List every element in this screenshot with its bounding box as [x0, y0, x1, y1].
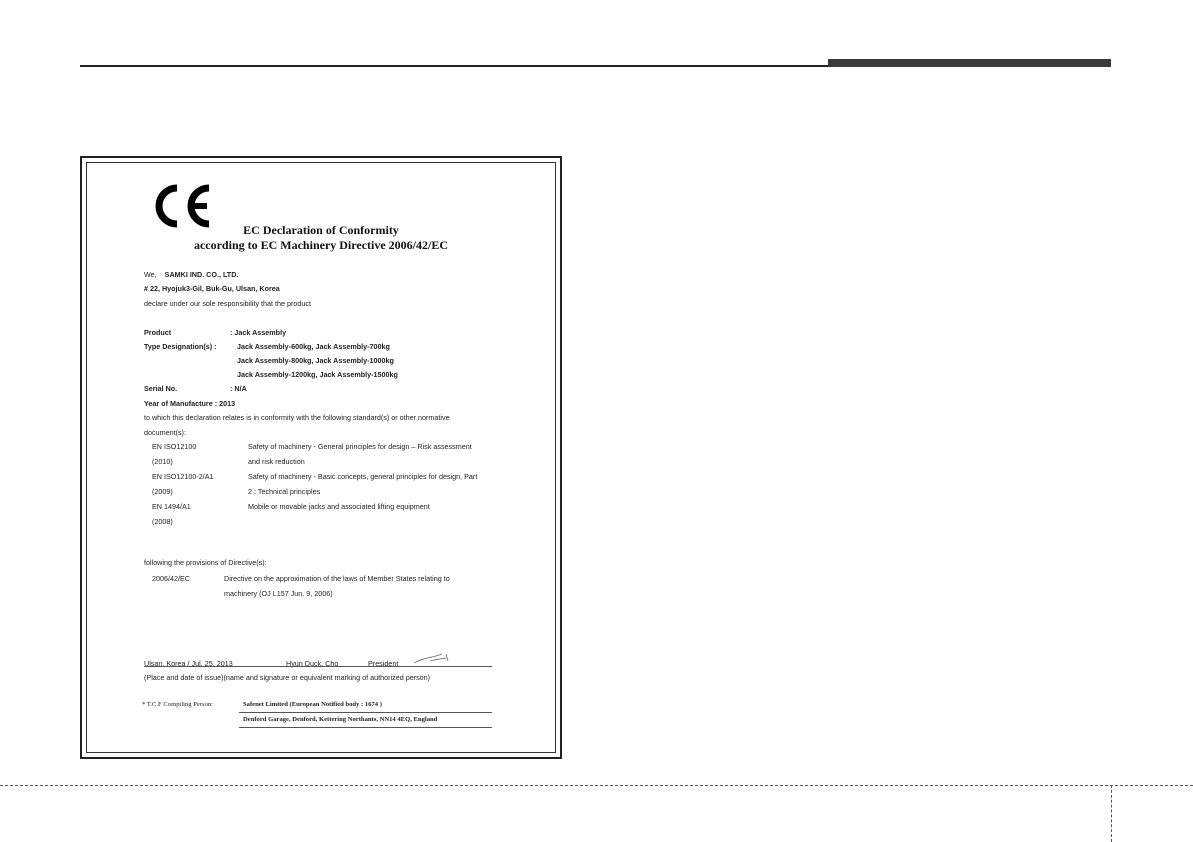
product-value: : Jack Assembly: [230, 328, 287, 337]
standard-year: (2010): [152, 457, 173, 466]
company-name: SAMKI IND. CO., LTD.: [164, 270, 239, 279]
year-of-manufacture: Year of Manufacture : 2013: [144, 399, 236, 408]
directive-desc: Directive on the approximation of the laws of Member States relating to: [224, 574, 450, 583]
standard-year: (2008): [152, 517, 173, 526]
serial-label: Serial No.: [144, 384, 178, 393]
conformity-line2: document(s):: [144, 428, 186, 437]
standard-year: (2009): [152, 487, 173, 496]
tcf-underline-2: [239, 727, 492, 728]
signature-line: [144, 666, 492, 667]
type-label: Type Designation(s) :: [144, 342, 217, 351]
company-line: [144, 270, 238, 279]
tcf-company: Safenet Limited (European Notified body : 1674 ): [243, 701, 382, 708]
conformity-line1: to which this declaration relates is in conformity with the following standard(s) or other normative: [144, 413, 450, 422]
standard-desc: Mobile or movable jacks and associated lifting equipment: [248, 502, 430, 511]
company-address: # 22, Hyojuk3-Gil, Buk-Gu, Ulsan, Korea: [144, 284, 280, 293]
tcf-address: Denford Garage, Denford, Kettering Northants, NN14 4EQ, England: [243, 716, 438, 723]
type-value-1: Jack Assembly-600kg, Jack Assembly-700kg: [237, 342, 390, 351]
standard-desc: Safety of machinery - General principles for design – Risk assessment: [248, 442, 472, 451]
tcf-underline-1: [239, 712, 492, 713]
footer-dashed-divider: [1111, 785, 1112, 842]
sign-place-date: Ulsan, Korea / Jul. 25. 2013: [144, 659, 233, 668]
tcf-label: * T.C.F Compiling Person:: [142, 701, 214, 708]
doc-title-line2: according to EC Machinery Directive 2006/42/EC: [193, 238, 449, 252]
type-value-3: Jack Assembly-1200kg, Jack Assembly-1500kg: [237, 370, 398, 379]
ce-mark-icon: [151, 184, 217, 228]
standard-desc-cont: 2 : Technical principles: [248, 487, 321, 496]
signer-title: President: [368, 659, 399, 668]
provisions-label: following the provisions of Directive(s):: [144, 558, 267, 567]
standard-code: EN ISO12100-2/A1: [152, 472, 214, 481]
directive-code: 2006/42/EC: [152, 574, 190, 583]
declare-text: declare under our sole responsibility that the product: [144, 299, 312, 308]
standard-code: EN ISO12100: [152, 442, 197, 451]
doc-title-line1: EC Declaration of Conformity: [243, 223, 399, 237]
directive-desc-cont: machinery (OJ L157 Jun. 9, 2006): [224, 589, 333, 598]
standard-code: EN 1494/A1: [152, 502, 191, 511]
declaration-document: [80, 156, 562, 759]
handwritten-signature: [412, 652, 452, 666]
standard-desc: Safety of machinery - Basic concepts, general principles for design, Part: [248, 472, 478, 481]
serial-value: : N/A: [230, 384, 247, 393]
standard-desc-cont: and risk reduction: [248, 457, 305, 466]
type-value-2: Jack Assembly-800kg, Jack Assembly-1000kg: [237, 356, 394, 365]
footer-dashed-rule: [0, 785, 1193, 786]
signer-name: Hyun Duck, Cho: [286, 659, 339, 668]
we-label: We,: [144, 270, 157, 279]
signature-caption: (Place and date of issue)(name and signature or equivalent marking of authorized person): [144, 673, 431, 682]
product-label: Product: [144, 328, 172, 337]
header-tab-bar: [828, 59, 1111, 67]
